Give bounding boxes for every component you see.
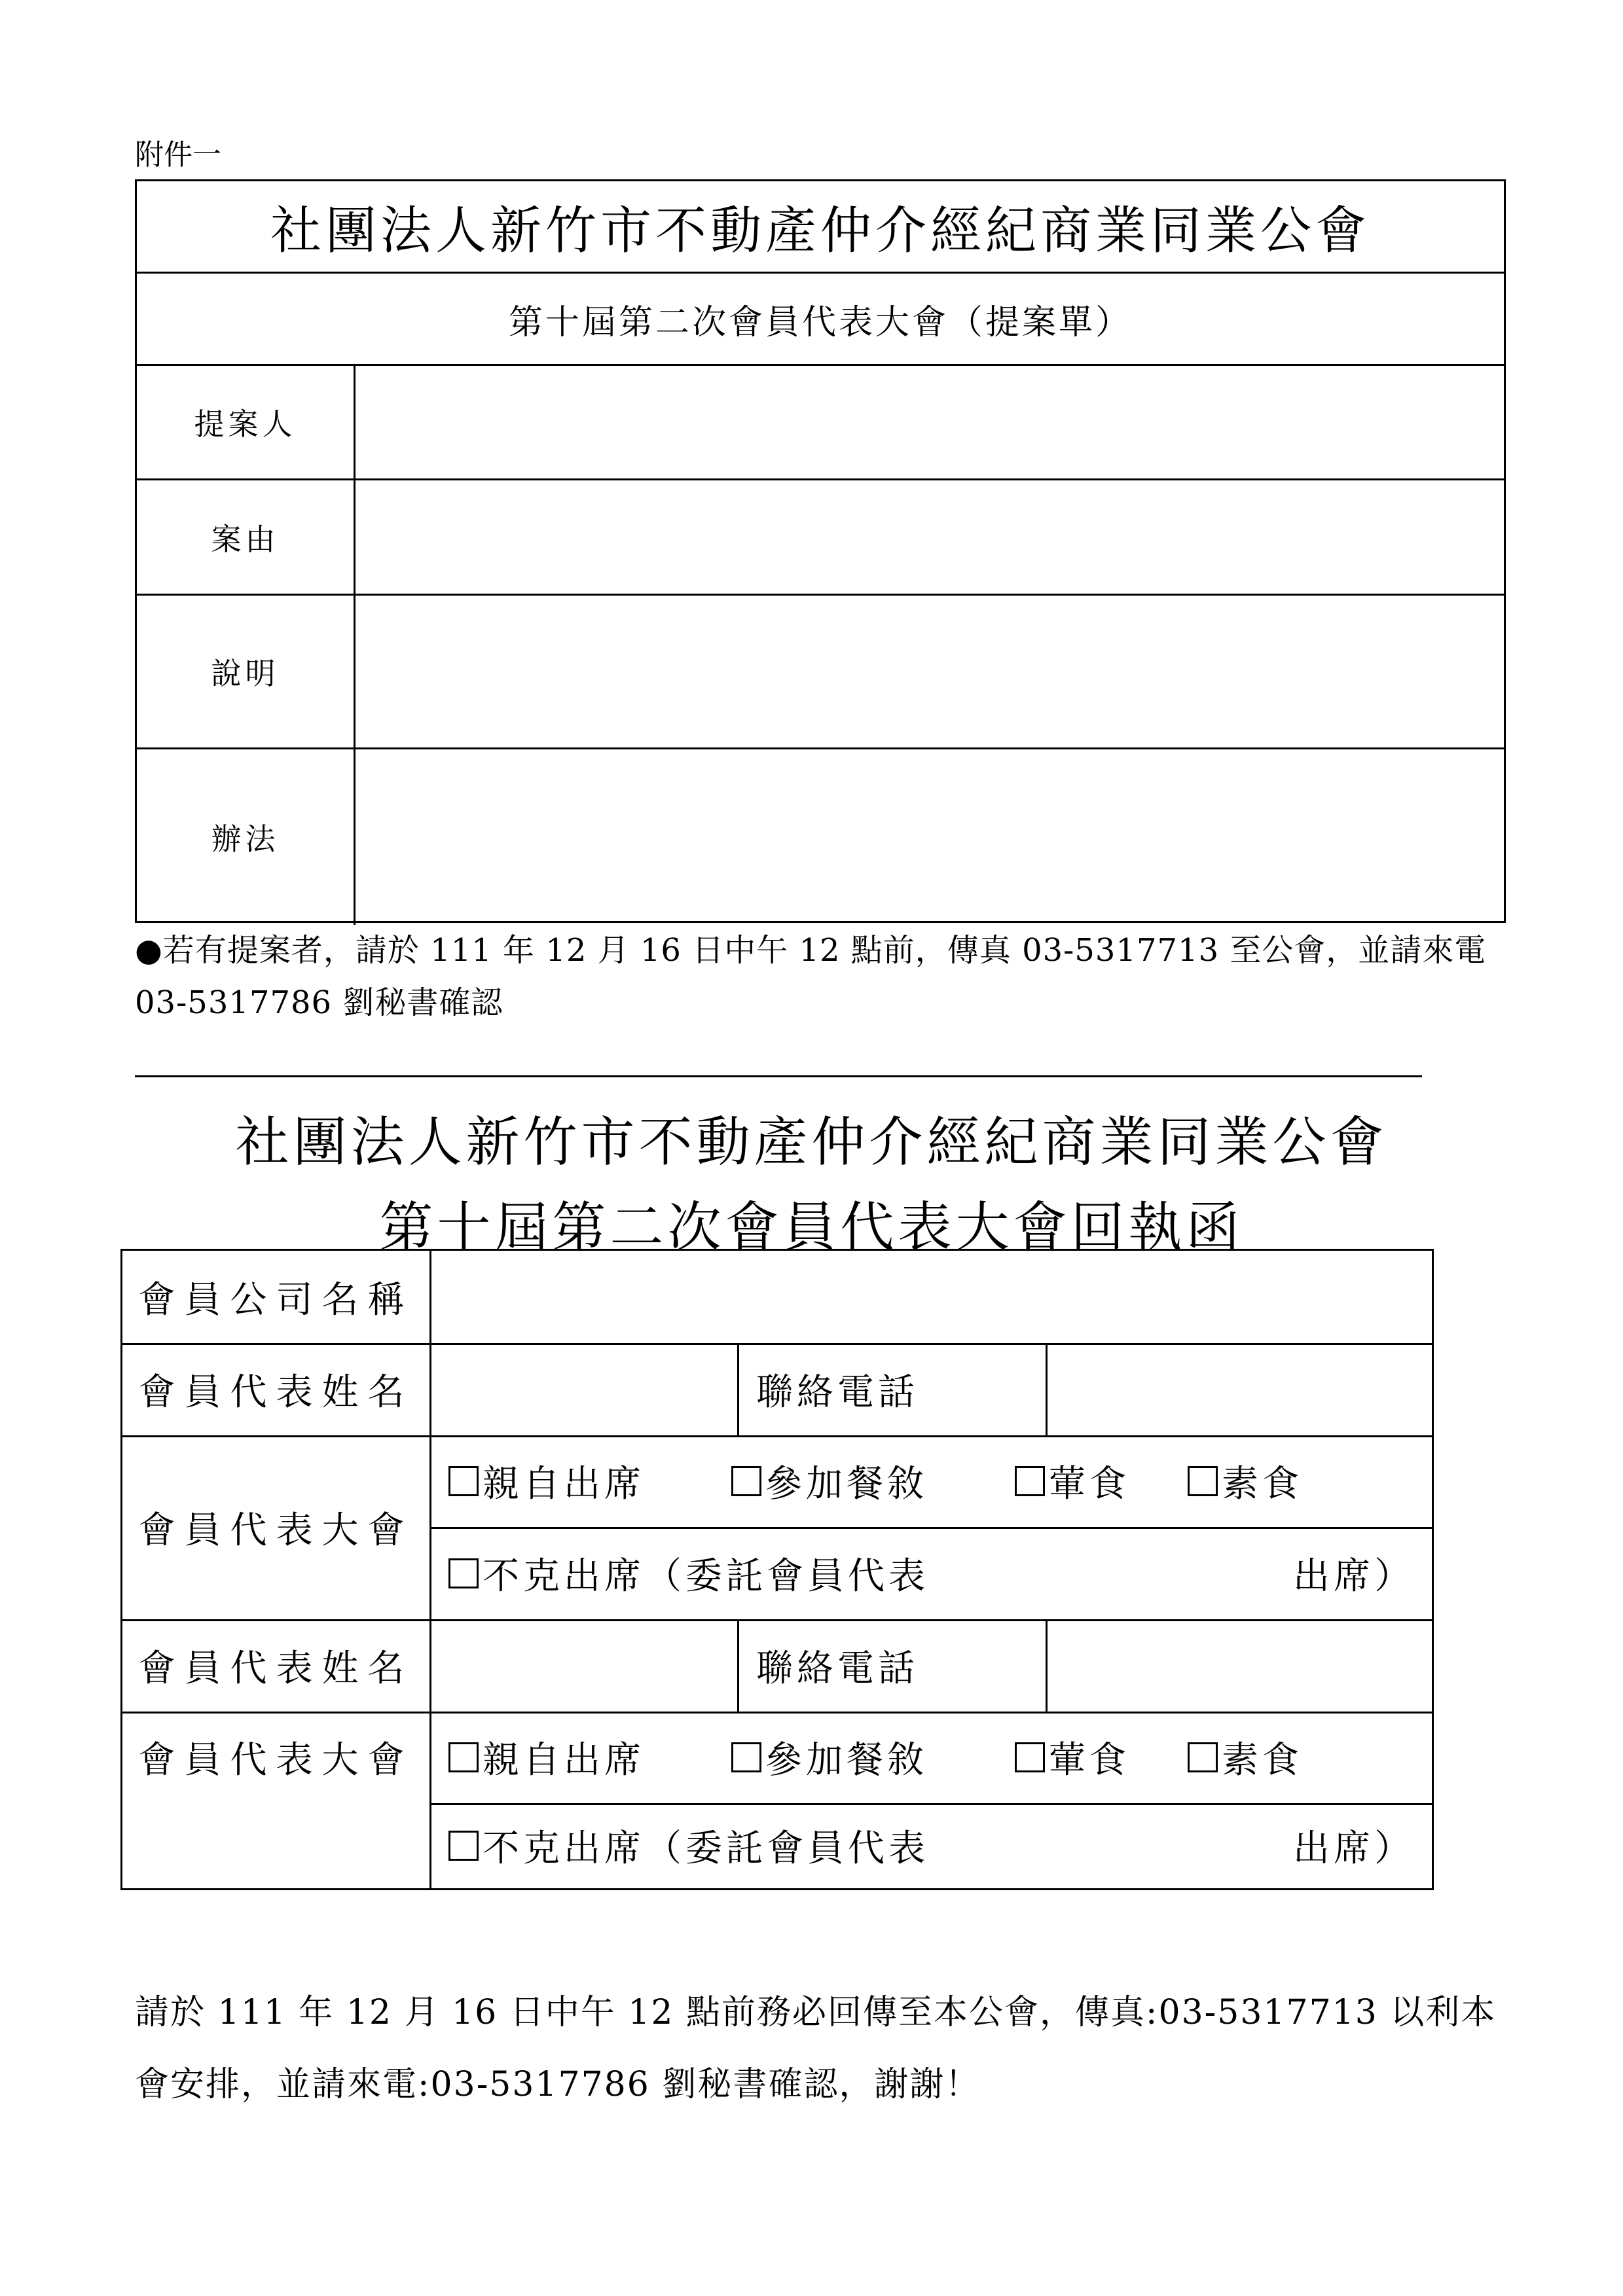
phone-label-2: 聯絡電話 [756,1647,919,1690]
checkbox-icon[interactable] [448,1466,479,1496]
method-field[interactable] [356,749,1504,925]
proposer-field[interactable] [356,366,1504,478]
veg-option-2[interactable]: 素食 [1188,1712,1303,1803]
proposer-row [137,366,1504,480]
subject-label: 案由 [137,480,356,594]
phone-field-1[interactable] [1048,1345,1428,1434]
description-row [137,596,1504,749]
checkbox-icon[interactable] [731,1742,761,1772]
description-label: 說明 [137,596,356,747]
checkbox-icon[interactable] [1015,1742,1045,1772]
company-name-field[interactable] [431,1253,1428,1342]
proposal-notice-text: 若有提案者，請於 111 年 12 月 16 日中午 12 點前，傳真 03-5317713 至公會，並請來電 03-5317786 劉秘書確認 [135,932,1487,1021]
rep-name-label-2: 會員代表姓名 [138,1647,414,1690]
meat-option-1[interactable]: 葷食 [1015,1435,1130,1527]
cut-line-divider [135,1075,1422,1077]
assembly-label-1: 會員代表大會 [138,1509,414,1552]
assembly-label-2: 會員代表大會 [138,1739,414,1782]
proposal-subtitle: 第十屆第二次會員代表大會（提案單） [137,274,1504,366]
phone-field-2[interactable] [1048,1621,1428,1710]
checkbox-icon[interactable] [731,1466,761,1496]
attend-option-2[interactable]: 親自出席 [448,1712,645,1803]
attend-option-1[interactable]: 親自出席 [448,1435,645,1527]
checkbox-icon[interactable] [1188,1742,1218,1772]
checkbox-icon[interactable] [448,1558,479,1588]
absent-end-1: 出席） [1293,1554,1415,1598]
subject-field[interactable] [356,480,1504,594]
meat-option-2[interactable]: 葷食 [1015,1712,1130,1803]
method-label: 辦法 [137,749,356,925]
dinner-option-1[interactable]: 參加餐敘 [731,1435,928,1527]
reply-form [120,1249,1434,1890]
rep-name-field-1[interactable] [431,1345,735,1434]
proposal-form [135,179,1506,923]
reply-title: 社團法人新竹市不動產仲介經紀商業同業公會 [235,1111,1388,1174]
proposal-title: 社團法人新竹市不動產仲介經紀商業同業公會 [137,181,1504,274]
method-row [137,749,1504,925]
veg-option-1[interactable]: 素食 [1188,1435,1303,1527]
proposal-notice [135,924,1510,1029]
checkbox-icon[interactable] [1015,1466,1045,1496]
subject-row [137,480,1504,596]
checkbox-icon[interactable] [448,1742,479,1772]
absent-option-1[interactable]: 不克出席（委託會員代表 [448,1527,929,1619]
reply-subtitle: 第十屆第二次會員代表大會回執函 [379,1196,1244,1259]
checkbox-icon[interactable] [1188,1466,1218,1496]
dinner-option-2[interactable]: 參加餐敘 [731,1712,928,1803]
proposer-label: 提案人 [137,366,356,478]
rep-name-field-2[interactable] [431,1621,735,1710]
checkbox-icon[interactable] [448,1831,479,1861]
absent-end-2: 出席） [1293,1827,1415,1870]
description-field[interactable] [356,596,1504,747]
bullet-icon: ● [135,932,163,969]
phone-label-1: 聯絡電話 [756,1371,919,1414]
absent-option-2[interactable]: 不克出席（委託會員代表 [448,1803,929,1888]
company-name-label: 會員公司名稱 [138,1278,414,1321]
rep-name-label-1: 會員代表姓名 [138,1371,414,1414]
attachment-label: 附件一 [135,138,221,171]
reply-notice: 請於 111 年 12 月 16 日中午 12 點前務必回傳至本公會，傳真:03-5317713 以利本會安排，並請來電:03-5317786 劉秘書確認，謝謝！ [135,1993,1497,2104]
